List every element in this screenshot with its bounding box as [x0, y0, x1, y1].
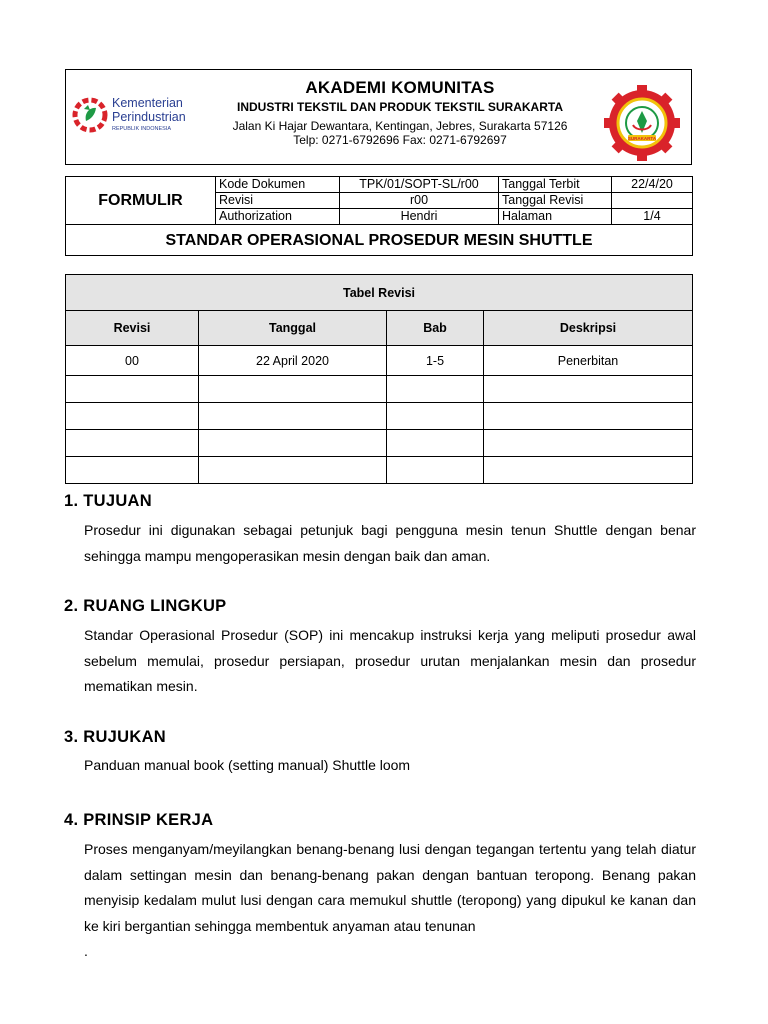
- table-cell: [199, 376, 387, 403]
- paragraph: Prosedur ini digunakan sebagai petunjuk bagi pengguna mesin tenun Shuttle dengan benar sehingga mampu mengoperasikan mesin dengan baik dan aman.: [84, 522, 696, 564]
- section-heading-tujuan: 1. TUJUAN: [64, 492, 152, 510]
- revision-table-caption: Tabel Revisi: [66, 275, 693, 311]
- table-cell: [484, 403, 693, 430]
- table-cell: [199, 403, 387, 430]
- table-row: [66, 457, 693, 484]
- svg-text:REPUBLIK INDONESIA: REPUBLIK INDONESIA: [112, 126, 171, 132]
- page-value: 1/4: [612, 209, 693, 225]
- revision-table: [65, 274, 693, 484]
- table-cell: 1-5: [387, 346, 484, 376]
- table-cell: [387, 403, 484, 430]
- institution-subtitle: INDUSTRI TEKSTIL DAN PRODUK TEKSTIL SURAKARTA: [236, 100, 563, 114]
- table-cell: Penerbitan: [484, 346, 693, 376]
- table-cell: [66, 457, 199, 484]
- svg-text:SURAKARTA: SURAKARTA: [627, 136, 657, 141]
- table-row: [66, 376, 693, 403]
- authorization-label: Authorization: [216, 209, 340, 225]
- table-row: [66, 430, 693, 457]
- kemenperin-logo: [70, 92, 195, 138]
- table-cell: [387, 430, 484, 457]
- table-cell: [199, 457, 387, 484]
- col-header-tanggal: Tanggal: [199, 311, 387, 346]
- paragraph: Proses menganyam/meyilangkan benang-benang lusi dengan tegangan tertentu yang telah diatur dalam settingan mesin dan benang-benang pakan dengan bantuan teropong. Benang pakan menyisip kedalam mulut lusi dengan cara memukul shuttle (teropong) yang dipukul ke kanan dan ke kiri bergantian sehingga membentuk anyaman atau tenunan: [84, 841, 696, 934]
- table-cell: 00: [66, 346, 199, 376]
- table-cell: [484, 430, 693, 457]
- section-body-prinsip-kerja: [84, 837, 696, 965]
- paragraph: Standar Operasional Prosedur (SOP) ini mencakup instruksi kerja yang meliputi prosedur awal sebelum memulai, prosedur persiapan, prosedur urutan menjalankan mesin dan prosedur mematikan mesin.: [84, 627, 696, 694]
- table-cell: [484, 376, 693, 403]
- table-row: [66, 346, 693, 376]
- revision-date-value: [612, 193, 693, 209]
- institution-name: AKADEMI KOMUNITAS: [305, 78, 495, 97]
- section-heading-ruang-lingkup: 2. RUANG LINGKUP: [64, 597, 227, 615]
- doc-code-value: TPK/01/SOPT-SL/r00: [340, 177, 499, 193]
- table-cell: [66, 403, 199, 430]
- revision-date-label: Tanggal Revisi: [499, 193, 612, 209]
- table-cell: [387, 376, 484, 403]
- form-label: FORMULIR: [66, 177, 216, 225]
- page-label: Halaman: [499, 209, 612, 225]
- table-cell: 22 April 2020: [199, 346, 387, 376]
- revision-label: Revisi: [216, 193, 340, 209]
- paragraph-trailing-period: .: [84, 943, 88, 959]
- section-heading-rujukan: 3. RUJUKAN: [64, 728, 167, 746]
- institution-address: Jalan Ki Hajar Dewantara, Kentingan, Jebres, Surakarta 57126: [232, 119, 568, 133]
- akom-surakarta-logo: [604, 85, 680, 161]
- section-body-tujuan: [84, 518, 696, 569]
- document-control-table: [65, 176, 693, 256]
- section-body-rujukan: [84, 753, 696, 779]
- section-body-ruang-lingkup: [84, 623, 696, 700]
- table-row: [66, 403, 693, 430]
- paragraph: Panduan manual book (setting manual) Shuttle loom: [84, 757, 411, 773]
- svg-text:Kementerian: Kementerian: [112, 96, 183, 110]
- issue-date-value: 22/4/20: [612, 177, 693, 193]
- institution-phone: Telp: 0271-6792696 Fax: 0271-6792697: [293, 133, 507, 147]
- table-cell: [199, 430, 387, 457]
- svg-text:Perindustrian: Perindustrian: [112, 110, 186, 124]
- table-cell: [66, 430, 199, 457]
- authorization-value: Hendri: [340, 209, 499, 225]
- table-cell: [66, 376, 199, 403]
- doc-code-label: Kode Dokumen: [216, 177, 340, 193]
- section-heading-prinsip-kerja: 4. PRINSIP KERJA: [64, 811, 214, 829]
- revision-value: r00: [340, 193, 499, 209]
- col-header-revisi: Revisi: [66, 311, 199, 346]
- col-header-deskripsi: Deskripsi: [484, 311, 693, 346]
- document-title: STANDAR OPERASIONAL PROSEDUR MESIN SHUTTLE: [66, 225, 693, 256]
- table-cell: [387, 457, 484, 484]
- col-header-bab: Bab: [387, 311, 484, 346]
- table-cell: [484, 457, 693, 484]
- issue-date-label: Tanggal Terbit: [499, 177, 612, 193]
